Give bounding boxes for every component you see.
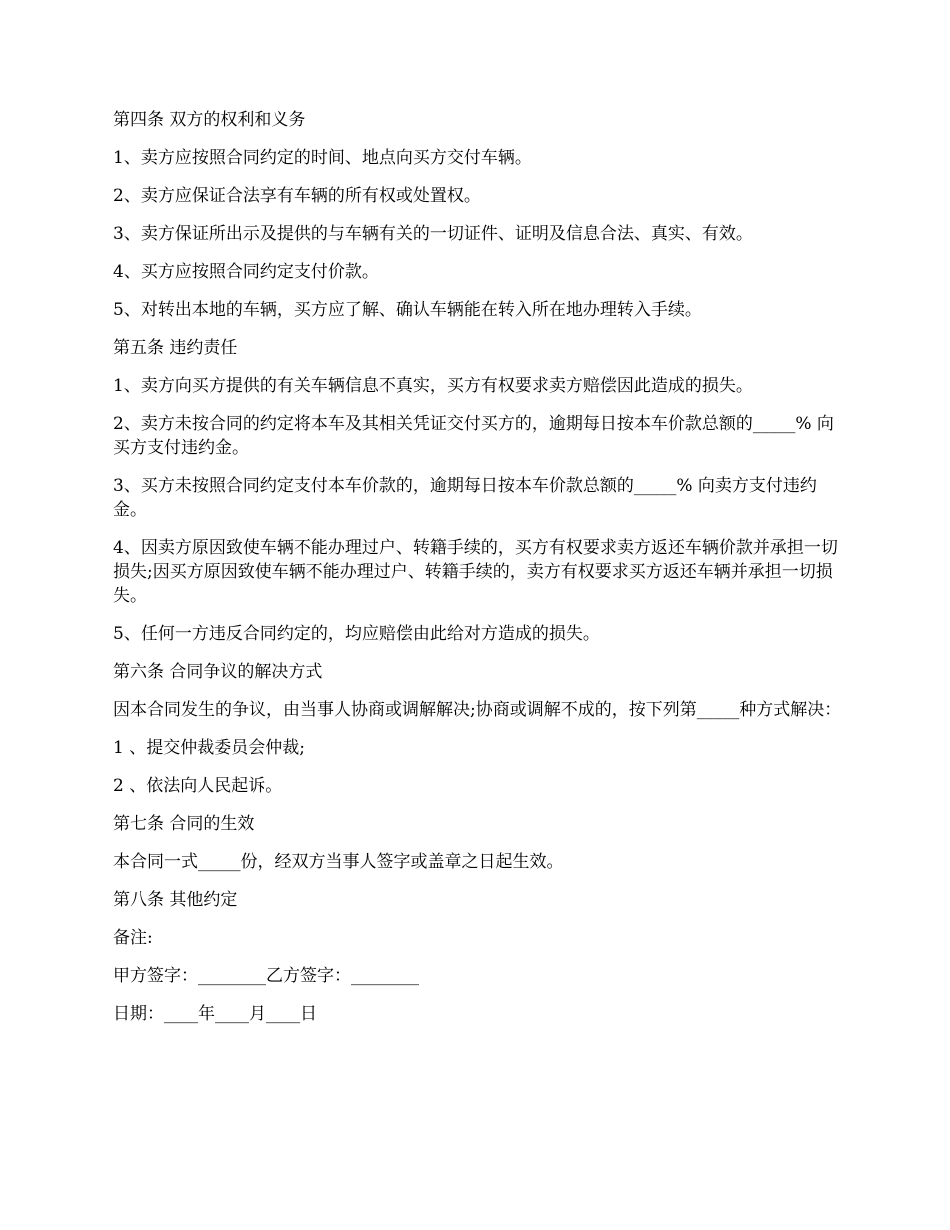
date-line: 日期：____年____月____日	[113, 1004, 317, 1024]
remarks-label: 备注:	[113, 928, 153, 948]
section-heading-4: 第四条 双方的权利和义务	[113, 110, 306, 130]
document-body	[113, 108, 843, 1040]
clause-4-4: 4、买方应按照合同约定支付价款。	[113, 262, 379, 282]
clause-5-5: 5、任何一方违反合同约定的，均应赔偿由此给对方造成的损失。	[113, 624, 600, 644]
section-heading-6: 第六条 合同争议的解决方式	[113, 662, 323, 682]
section-heading-8: 第八条 其他约定	[113, 890, 238, 910]
clause-6-intro: 因本合同发生的争议，由当事人协商或调解解决;协商或调解不成的，按下列第_____种方式解决：	[113, 700, 842, 720]
clause-4-3: 3、卖方保证所出示及提供的与车辆有关的一切证件、证明及信息合法、真实、有效。	[113, 224, 753, 244]
clause-6-1: 1 、提交仲裁委员会仲裁;	[113, 738, 305, 758]
clause-4-5: 5、对转出本地的车辆，买方应了解、确认车辆能在转入所在地办理转入手续。	[113, 300, 702, 320]
clause-5-2: 2、卖方未按合同的约定将本车及其相关凭证交付买方的，逾期每日按本车价款总额的_____% 向买方支付违约金。	[113, 414, 834, 458]
clause-5-4: 4、因卖方原因致使车辆不能办理过户、转籍手续的，买方有权要求卖方返还车辆价款并承担一切损失;因买方原因致使车辆不能办理过户、转籍手续的，卖方有权要求买方返还车辆并承担一切损失。	[113, 538, 838, 606]
clause-6-2: 2 、依法向人民起诉。	[113, 776, 283, 796]
clause-5-1: 1、卖方向买方提供的有关车辆信息不真实，买方有权要求卖方赔偿因此造成的损失。	[113, 376, 753, 396]
clause-7-1: 本合同一式_____份，经双方当事人签字或盖章之日起生效。	[113, 852, 564, 872]
signature-line: 甲方签字：________乙方签字：________	[113, 966, 419, 986]
section-heading-7: 第七条 合同的生效	[113, 814, 255, 834]
clause-4-2: 2、卖方应保证合法享有车辆的所有权或处置权。	[113, 186, 481, 206]
section-heading-5: 第五条 违约责任	[113, 338, 238, 358]
clause-4-1: 1、卖方应按照合同约定的时间、地点向买方交付车辆。	[113, 148, 532, 168]
clause-5-3: 3、买方未按照合同约定支付本车价款的，逾期每日按本车价款总额的_____% 向卖方支付违约金。	[113, 476, 817, 520]
